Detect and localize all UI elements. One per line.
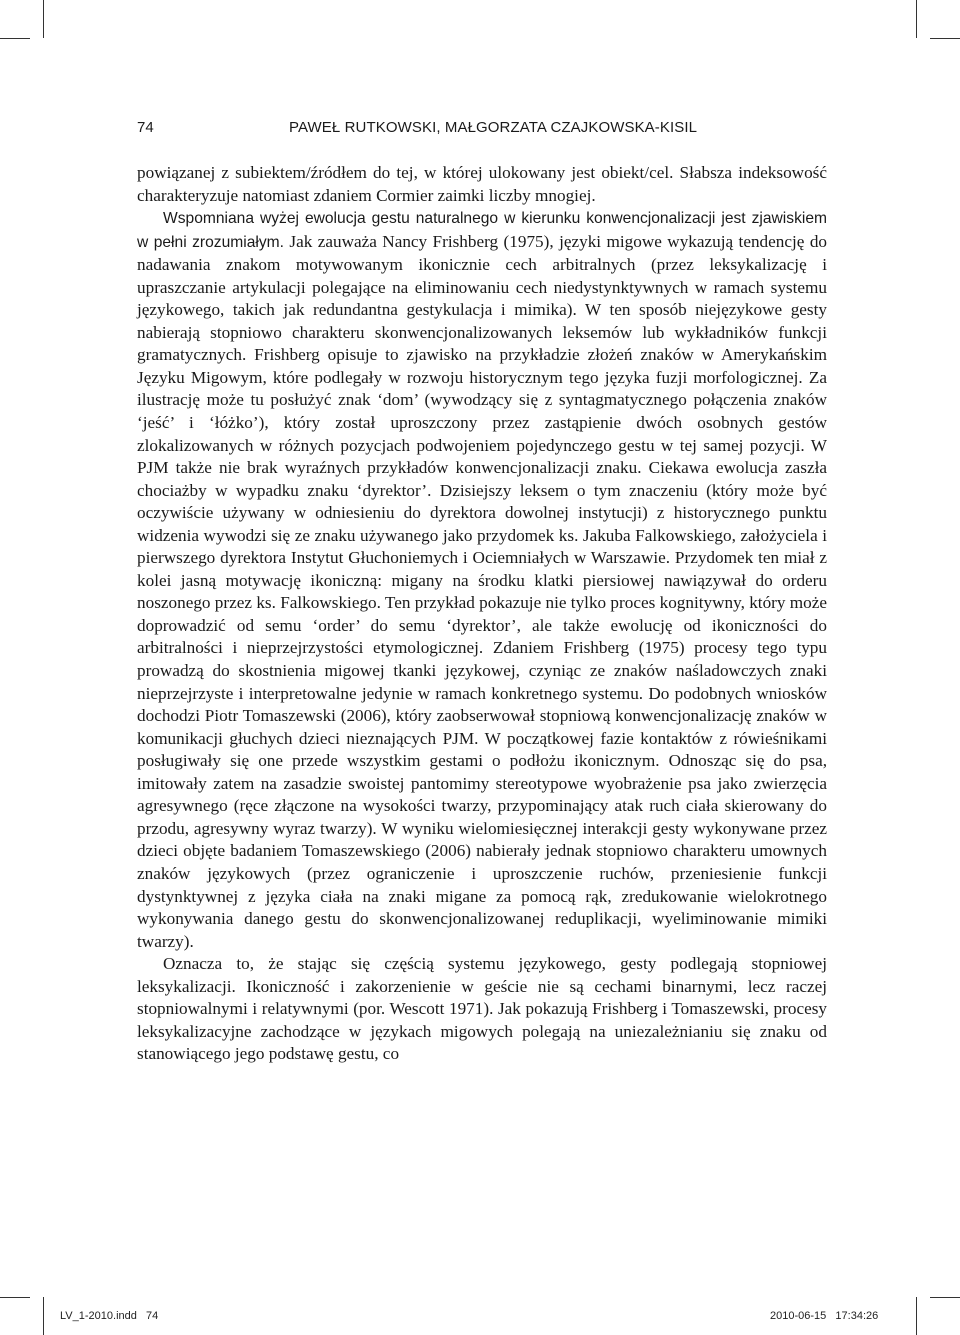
crop-mark [930,1297,960,1298]
paragraph [137,162,827,207]
crop-mark [43,0,44,38]
body-text [137,162,827,1066]
running-title: PAWEŁ RUTKOWSKI, MAŁGORZATA CZAJKOWSKA-KISIL [289,119,698,136]
paragraph-lead-text: Wspomniana wyżej ewolucja gestu naturalnego w kierunku konwencjonalizacji jest zjawiskiem w pełni zrozumiałym. [137,210,827,251]
crop-mark [43,1297,44,1335]
slug-timestamp: 2010-06-15 17:34:26 [770,1310,879,1322]
paragraph-text: Oznacza to, że stając się częścią systemu językowego, gesty podlegają stopniowej leksykalizacji. Ikoniczność i zakorzenienie w geście nie są cechami binarnymi, lecz raczej stopniowalnymi i relatywnymi (por. Wescott 1971). Jak pokazują Frishberg i Tomaszewski, procesy leksykalizacyjne zachodzące w językach migowych polegają na uniezależnianiu się znaku od stanowiącego jego podstawę gestu, co [137,954,827,1064]
crop-mark [916,1297,917,1335]
crop-mark [0,1297,30,1298]
paragraph-text: Jak zauważa Nancy Frishberg (1975), języki migowe wykazują tendencję do nadawania znakom motywowanym ikonicznie cech arbitralnych (przez leksykalizację i upraszczanie artykulacji polegające na eliminowaniu cech niedystynktywnych w ramach systemu językowego, takich jak redundantna gestykulacja i mimika). W ten sposób niejęzykowe gesty nabierają stopniowo charakteru skonwencjonalizowanych leksemów lub wykładników funkcji gramatycznych. Frishberg opisuje to zjawisko na przykładzie złożeń znaków w Amerykańskim Języku Migowym, które podlegały w rozwoju historycznym tego języka fuzji morfologicznej. Za ilustrację może tu posłużyć znak ‘dom’ (wywodzący się z syntagmatycznego połączenia znaków ‘jeść’ i ‘łóżko’), który został uproszczony przez zastąpienie dwóch osobnych gestów zlokalizowanych w różnych pozycjach podwojeniem pojedynczego gestu w tej samej pozycji. W PJM także nie brak wyraźnych przykładów konwencjonalizacji znaku. Ciekawa ewolucja zaszła chociażby w wypadku znaku ‘dyrektor’. Dzisiejszy leksem o tym znaczeniu (który może być oczywiście używany w odniesieniu do dyrektora dowolnej instytucji) z historycznego punktu widzenia wywodzi się ze znaku używanego jako przydomek ks. Jakuba Falkowskiego, założyciela i pierwszego dyrektora Instytut Głuchoniemych i Ociemniałych w Warszawie. Przydomek ten miał z kolei jasną motywację ikoniczną: migany na środku klatki piersiowej nawiązywał do orderu noszonego przez ks. Falkowskiego. Ten przykład pokazuje nie tylko proces kognitywny, który może doprowadzić od semu ‘order’ do semu ‘dyrektor’, ale także ewolucję od ikoniczności do arbitralności i nieprzejrzystości etymologicznej. Zdaniem Frishberg (1975) procesy tego typu prowadzą do skostnienia migowej tkanki językowej, czyniąc ze znaków naśladowczych znaki nieprzejrzyste i interpretowalne jedynie w ramach konkretnego systemu. Do podobnych wniosków dochodzi Piotr Tomaszewski (2006), który zaobserwował stopniową konwencjonalizację znaków w komunikacji głuchych dzieci nieznających PJM. W początkowej fazie kontaktów z rówieśnikami posługiwały się one przede wszystkim gestami o podłożu ikonicznym. Odnosząc się do psa, imitowały zatem na zasadzie swoistej pantomimy stereotypowe wyobrażenie psa jako zwierzęcia agresywnego (ręce złączone na wysokości twarzy, przypominający atak ruch ciała skierowany do przodu, agresywny wyraz twarzy). W wyniku wielomiesięcznej interakcji gesty wykonywane przez dzieci objęte badaniem Tomaszewskiego (2006) nabierały jednak stopniowo charakteru umownych znaków językowych (przez ograniczenie i uproszczenie ruchów, przeniesienie funkcji dystynktywnej z języka ciała na znaki migane za pomocą rąk, zredukowanie wielokrotnego wykonywania danego gestu do skonwencjonalizowanej reduplikacji, wyeliminowanie mimiki twarzy). [137,231,828,951]
page-number: 74 [137,119,154,136]
crop-mark [916,0,917,38]
crop-mark [0,38,30,39]
crop-mark [930,38,960,39]
paragraph [137,953,827,1066]
paragraph-text: powiązanej z subiektem/źródłem do tej, w której ulokowany jest obiekt/cel. Słabsza indeksowość charakteryzuje natomiast zdaniem Cormier zaimki liczby mnogiej. [137,163,827,205]
paragraph [137,207,827,953]
slug-file-info: LV_1-2010.indd 74 [60,1310,159,1322]
